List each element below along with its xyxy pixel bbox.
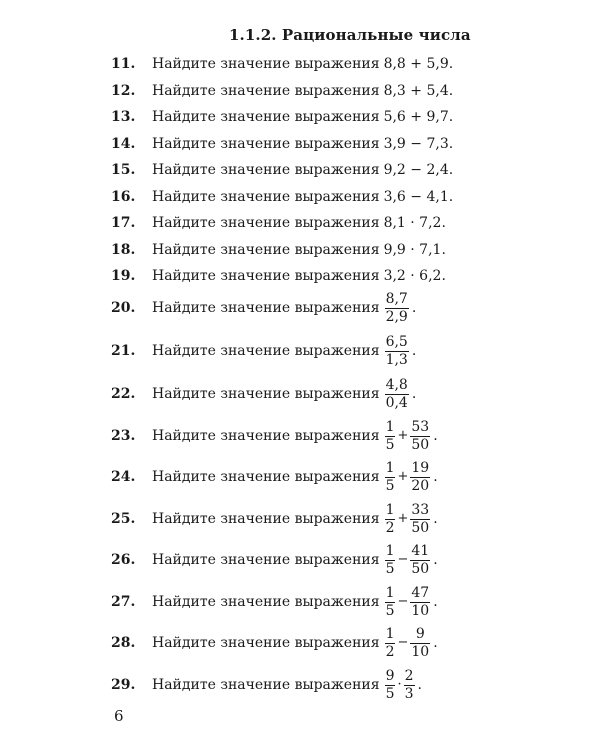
operator: + [397, 428, 409, 443]
operator: − [397, 635, 409, 650]
problem-prompt: Найдите значение выражения [152, 343, 380, 359]
problem-number: 20. [111, 300, 136, 316]
problem-expression: 3,2 · 6,2. [383, 268, 446, 284]
problem-expression: $\frac{8,7}{2,9}$ . [385, 290, 417, 325]
fraction: $\frac{9}{5}$ [385, 667, 395, 702]
fraction: $\frac{33}{50}$ [411, 501, 430, 536]
problem-number: 21. [111, 343, 136, 359]
problem-expression: 9,9 · 7,1. [383, 242, 446, 258]
problem-prompt: Найдите значение выражения [152, 109, 380, 125]
problem-expression: $\frac{1}{5}$ + $\frac{19}{20}$ . [385, 459, 438, 494]
problem-expression: $\frac{1}{2}$ − $\frac{9}{10}$ . [385, 625, 438, 660]
problem-prompt: Найдите значение выражения [152, 677, 380, 693]
fraction: $\frac{6,5}{1,3}$ [385, 333, 408, 368]
fraction: $\frac{47}{10}$ [411, 584, 430, 619]
problem-prompt: Найдите значение выражения [152, 268, 380, 284]
problem-number: 25. [111, 511, 136, 527]
problem-expression: 8,8 + 5,9. [383, 56, 454, 72]
problem-number: 13. [111, 109, 136, 125]
problem-prompt: Найдите значение выражения [152, 162, 380, 178]
problem-prompt: Найдите значение выражения [152, 300, 380, 316]
fraction: $\frac{1}{5}$ [385, 459, 395, 494]
problem-prompt: Найдите значение выражения [152, 552, 380, 568]
operator: + [397, 511, 409, 526]
page-number: 6 [114, 707, 124, 725]
problem-number: 11. [111, 56, 136, 72]
fraction: $\frac{1}{2}$ [385, 501, 395, 536]
fraction: $\frac{9}{10}$ [411, 625, 430, 660]
problem-prompt: Найдите значение выражения [152, 428, 380, 444]
problem-expression: $\frac{9}{5}$ · $\frac{2}{3}$ . [385, 667, 422, 702]
problem-number: 14. [111, 136, 136, 152]
problem-prompt: Найдите значение выражения [152, 136, 380, 152]
problem-expression: 8,3 + 5,4. [383, 83, 454, 99]
problem-expression: $\frac{6,5}{1,3}$ . [385, 333, 417, 368]
problem-prompt: Найдите значение выражения [152, 635, 380, 651]
fraction: $\frac{1}{5}$ [385, 542, 395, 577]
problem-expression: 3,9 − 7,3. [383, 136, 454, 152]
fraction: $\frac{41}{50}$ [411, 542, 430, 577]
problem-prompt: Найдите значение выражения [152, 242, 380, 258]
operator: − [397, 552, 409, 567]
problem-number: 19. [111, 268, 136, 284]
problem-number: 24. [111, 469, 136, 485]
problem-number: 18. [111, 242, 136, 258]
problem-number: 15. [111, 162, 136, 178]
problem-expression: 5,6 + 9,7. [383, 109, 454, 125]
section-title: 1.1.2. Рациональные числа [229, 26, 471, 44]
problem-expression: $\frac{4,8}{0,4}$ . [385, 376, 417, 411]
fraction: $\frac{19}{20}$ [411, 459, 430, 494]
problem-number: 26. [111, 552, 136, 568]
operator: − [397, 594, 409, 609]
problem-expression: 8,1 · 7,2. [383, 215, 446, 231]
problem-expression: $\frac{1}{5}$ − $\frac{41}{50}$ . [385, 542, 438, 577]
problem-expression: 3,6 − 4,1. [383, 189, 454, 205]
problem-number: 22. [111, 386, 136, 402]
fraction: $\frac{1}{5}$ [385, 418, 395, 453]
fraction: $\frac{8,7}{2,9}$ [385, 290, 408, 325]
operator: + [397, 469, 409, 484]
problem-number: 23. [111, 428, 136, 444]
problem-number: 28. [111, 635, 136, 651]
problem-prompt: Найдите значение выражения [152, 189, 380, 205]
problem-prompt: Найдите значение выражения [152, 469, 380, 485]
problem-prompt: Найдите значение выражения [152, 511, 380, 527]
problem-expression: $\frac{1}{5}$ + $\frac{53}{50}$ . [385, 418, 438, 453]
problem-prompt: Найдите значение выражения [152, 386, 380, 402]
problem-number: 17. [111, 215, 136, 231]
problem-number: 16. [111, 189, 136, 205]
fraction: $\frac{4,8}{0,4}$ [385, 376, 408, 411]
problem-prompt: Найдите значение выражения [152, 83, 380, 99]
operator: · [397, 677, 402, 692]
problem-prompt: Найдите значение выражения [152, 56, 380, 72]
problem-expression: $\frac{1}{5}$ − $\frac{47}{10}$ . [385, 584, 438, 619]
problem-expression: 9,2 − 2,4. [383, 162, 454, 178]
fraction: $\frac{2}{3}$ [404, 667, 414, 702]
problem-prompt: Найдите значение выражения [152, 215, 380, 231]
fraction: $\frac{1}{5}$ [385, 584, 395, 619]
problem-number: 12. [111, 83, 136, 99]
problem-number: 29. [111, 677, 136, 693]
problem-number: 27. [111, 594, 136, 610]
fraction: $\frac{53}{50}$ [411, 418, 430, 453]
fraction: $\frac{1}{2}$ [385, 625, 395, 660]
problem-prompt: Найдите значение выражения [152, 594, 380, 610]
problem-expression: $\frac{1}{2}$ + $\frac{33}{50}$ . [385, 501, 438, 536]
